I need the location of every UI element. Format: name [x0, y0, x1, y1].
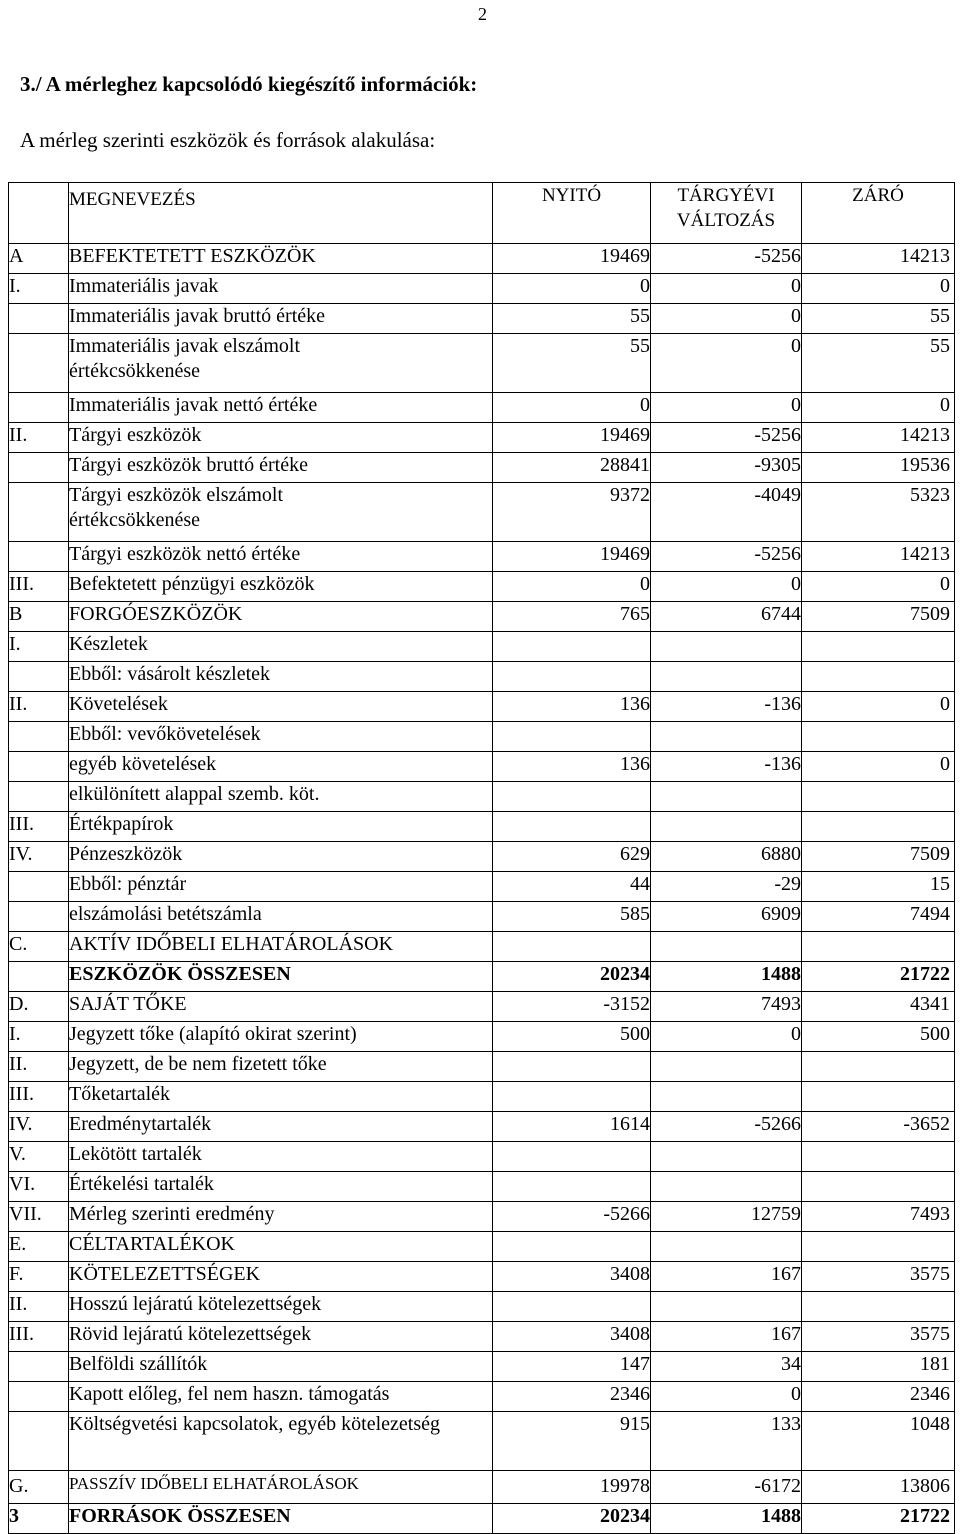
- row-close: 21722: [802, 962, 955, 992]
- table-row: [9, 632, 955, 662]
- row-change: [651, 632, 802, 662]
- row-change: [651, 1052, 802, 1082]
- header-open: NYITÓ: [493, 183, 651, 244]
- row-name: Rövid lejáratú kötelezettségek: [69, 1322, 493, 1352]
- table-row: [9, 1232, 955, 1262]
- row-code: [9, 752, 69, 782]
- row-code: [9, 1412, 69, 1471]
- row-name: Értékpapírok: [69, 812, 493, 842]
- row-change: -29: [651, 872, 802, 902]
- row-code: F.: [9, 1262, 69, 1292]
- row-name: Ebből: vásárolt készletek: [69, 662, 493, 692]
- row-open: [493, 782, 651, 812]
- row-change: [651, 1082, 802, 1112]
- row-code: IV.: [9, 842, 69, 872]
- row-name: Jegyzett tőke (alapító okirat szerint): [69, 1022, 493, 1052]
- row-code: [9, 902, 69, 932]
- row-close: 0: [802, 393, 955, 423]
- table-row: [9, 1504, 955, 1534]
- row-open: 2346: [493, 1382, 651, 1412]
- row-name: elszámolási betétszámla: [69, 902, 493, 932]
- table-row: [9, 962, 955, 992]
- table-header-row: [9, 183, 955, 244]
- row-open: 3408: [493, 1262, 651, 1292]
- row-name: Jegyzett, de be nem fizetett tőke: [69, 1052, 493, 1082]
- row-close: [802, 782, 955, 812]
- table-row: [9, 1172, 955, 1202]
- section-heading: 3./ A mérleghez kapcsolódó kiegészítő információk:: [20, 72, 478, 96]
- row-open: -5266: [493, 1202, 651, 1232]
- table-row: [9, 542, 955, 572]
- table-row: [9, 722, 955, 752]
- row-open: 9372: [493, 483, 651, 542]
- row-name: Követelések: [69, 692, 493, 722]
- row-change: [651, 1172, 802, 1202]
- row-code: [9, 334, 69, 393]
- row-change: 1488: [651, 1504, 802, 1534]
- row-close: 500: [802, 1022, 955, 1052]
- row-code: [9, 542, 69, 572]
- table-row: [9, 483, 955, 542]
- table-row: [9, 992, 955, 1022]
- row-change: 12759: [651, 1202, 802, 1232]
- row-name: Immateriális javak: [69, 274, 493, 304]
- row-change: 34: [651, 1352, 802, 1382]
- table-row: [9, 423, 955, 453]
- table-row: [9, 1352, 955, 1382]
- row-name: Tárgyi eszközök nettó értéke: [69, 542, 493, 572]
- row-code: C.: [9, 932, 69, 962]
- row-name: Készletek: [69, 632, 493, 662]
- row-close: [802, 1232, 955, 1262]
- row-open: 629: [493, 842, 651, 872]
- row-change: -9305: [651, 453, 802, 483]
- row-change: [651, 1232, 802, 1262]
- row-close: -3652: [802, 1112, 955, 1142]
- row-open: 0: [493, 274, 651, 304]
- row-open: 55: [493, 334, 651, 393]
- row-code: III.: [9, 1082, 69, 1112]
- row-code: [9, 393, 69, 423]
- table-row: [9, 334, 955, 393]
- row-open: [493, 812, 651, 842]
- row-name: FORGÓESZKÖZÖK: [69, 602, 493, 632]
- row-close: [802, 1142, 955, 1172]
- row-change: -136: [651, 752, 802, 782]
- table-row: [9, 304, 955, 334]
- row-code: [9, 483, 69, 542]
- row-open: 500: [493, 1022, 651, 1052]
- row-code: [9, 662, 69, 692]
- row-name: AKTÍV IDŐBELI ELHATÁROLÁSOK: [69, 932, 493, 962]
- row-code: I.: [9, 632, 69, 662]
- row-open: 765: [493, 602, 651, 632]
- row-change: 0: [651, 1022, 802, 1052]
- row-change: -5256: [651, 244, 802, 274]
- row-code: [9, 1382, 69, 1412]
- row-close: 4341: [802, 992, 955, 1022]
- row-change: [651, 782, 802, 812]
- row-name: Lekötött tartalék: [69, 1142, 493, 1172]
- row-open: 136: [493, 752, 651, 782]
- table-row: [9, 902, 955, 932]
- row-code: E.: [9, 1232, 69, 1262]
- table-row: [9, 1052, 955, 1082]
- row-name: Ebből: vevőkövetelések: [69, 722, 493, 752]
- row-change: [651, 722, 802, 752]
- row-change: 6880: [651, 842, 802, 872]
- row-change: 167: [651, 1262, 802, 1292]
- row-close: 1048: [802, 1412, 955, 1471]
- balance-sheet-table: [8, 182, 955, 1534]
- table-row: [9, 274, 955, 304]
- row-close: [802, 812, 955, 842]
- table-row: [9, 1112, 955, 1142]
- row-change: 0: [651, 304, 802, 334]
- row-name: Immateriális javak elszámolt értékcsökkenése: [69, 334, 493, 393]
- row-close: [802, 632, 955, 662]
- row-close: [802, 662, 955, 692]
- row-close: 0: [802, 752, 955, 782]
- row-close: 19536: [802, 453, 955, 483]
- row-open: 19469: [493, 423, 651, 453]
- row-change: 0: [651, 274, 802, 304]
- row-code: B: [9, 602, 69, 632]
- row-open: 1614: [493, 1112, 651, 1142]
- row-change: -4049: [651, 483, 802, 542]
- row-name: KÖTELEZETTSÉGEK: [69, 1262, 493, 1292]
- row-change: [651, 1142, 802, 1172]
- table-row: [9, 812, 955, 842]
- row-open: -3152: [493, 992, 651, 1022]
- table-row: [9, 1292, 955, 1322]
- row-open: 19469: [493, 542, 651, 572]
- row-open: [493, 1232, 651, 1262]
- row-change: [651, 932, 802, 962]
- row-change: [651, 812, 802, 842]
- row-close: 7509: [802, 602, 955, 632]
- header-code-cell: [9, 183, 69, 244]
- table-row: [9, 1471, 955, 1504]
- row-code: III.: [9, 1322, 69, 1352]
- row-open: [493, 1292, 651, 1322]
- row-name: Ebből: pénztár: [69, 872, 493, 902]
- row-close: 7493: [802, 1202, 955, 1232]
- row-close: 14213: [802, 423, 955, 453]
- row-open: [493, 1172, 651, 1202]
- row-name: Befektetett pénzügyi eszközök: [69, 572, 493, 602]
- row-name: PASSZÍV IDŐBELI ELHATÁROLÁSOK: [69, 1471, 493, 1504]
- row-open: [493, 722, 651, 752]
- row-name: BEFEKTETETT ESZKÖZÖK: [69, 244, 493, 274]
- row-code: IV.: [9, 1112, 69, 1142]
- row-close: 7494: [802, 902, 955, 932]
- row-change: -136: [651, 692, 802, 722]
- row-change: 0: [651, 334, 802, 393]
- row-name: Kapott előleg, fel nem haszn. támogatás: [69, 1382, 493, 1412]
- row-code: [9, 872, 69, 902]
- row-change: 0: [651, 393, 802, 423]
- row-close: 0: [802, 692, 955, 722]
- row-open: 3408: [493, 1322, 651, 1352]
- table-row: [9, 244, 955, 274]
- row-name: ESZKÖZÖK ÖSSZESEN: [69, 962, 493, 992]
- row-open: 0: [493, 572, 651, 602]
- row-name: FORRÁSOK ÖSSZESEN: [69, 1504, 493, 1534]
- row-change: -6172: [651, 1471, 802, 1504]
- row-close: 0: [802, 572, 955, 602]
- table-row: [9, 1262, 955, 1292]
- row-code: I.: [9, 1022, 69, 1052]
- row-name: elkülönített alappal szemb. köt.: [69, 782, 493, 812]
- row-name: Tárgyi eszközök: [69, 423, 493, 453]
- table-row: [9, 572, 955, 602]
- row-code: D.: [9, 992, 69, 1022]
- row-name: Értékelési tartalék: [69, 1172, 493, 1202]
- table-row: [9, 1202, 955, 1232]
- row-name: Tárgyi eszközök bruttó értéke: [69, 453, 493, 483]
- row-name: Eredménytartalék: [69, 1112, 493, 1142]
- row-code: II.: [9, 692, 69, 722]
- row-change: -5256: [651, 423, 802, 453]
- header-name: MEGNEVEZÉS: [69, 183, 493, 244]
- row-open: 585: [493, 902, 651, 932]
- row-name: Költségvetési kapcsolatok, egyéb kötelezetség: [69, 1412, 493, 1471]
- row-change: [651, 1292, 802, 1322]
- row-close: [802, 1292, 955, 1322]
- row-code: A: [9, 244, 69, 274]
- row-close: 7509: [802, 842, 955, 872]
- row-open: 28841: [493, 453, 651, 483]
- row-close: 5323: [802, 483, 955, 542]
- table-row: [9, 393, 955, 423]
- row-close: 181: [802, 1352, 955, 1382]
- table-row: [9, 782, 955, 812]
- row-open: 20234: [493, 1504, 651, 1534]
- header-change: TÁRGYÉVI VÁLTOZÁS: [651, 183, 802, 244]
- row-name: CÉLTARTALÉKOK: [69, 1232, 493, 1262]
- row-close: 14213: [802, 542, 955, 572]
- row-open: 19978: [493, 1471, 651, 1504]
- row-change: 6744: [651, 602, 802, 632]
- table-row: [9, 453, 955, 483]
- section-subheading: A mérleg szerinti eszközök és források alakulása:: [20, 128, 436, 152]
- row-code: [9, 722, 69, 752]
- row-code: [9, 304, 69, 334]
- table-row: [9, 1322, 955, 1352]
- row-open: 20234: [493, 962, 651, 992]
- row-open: [493, 662, 651, 692]
- table-row: [9, 752, 955, 782]
- row-close: 15: [802, 872, 955, 902]
- row-open: [493, 1142, 651, 1172]
- row-open: [493, 1082, 651, 1112]
- row-close: 55: [802, 304, 955, 334]
- row-change: -5266: [651, 1112, 802, 1142]
- row-code: 3: [9, 1504, 69, 1534]
- row-change: 0: [651, 572, 802, 602]
- row-change: 7493: [651, 992, 802, 1022]
- row-open: 915: [493, 1412, 651, 1471]
- header-close: ZÁRÓ: [802, 183, 955, 244]
- row-code: III.: [9, 812, 69, 842]
- row-open: 44: [493, 872, 651, 902]
- row-code: II.: [9, 423, 69, 453]
- row-close: [802, 722, 955, 752]
- row-change: [651, 662, 802, 692]
- row-close: 2346: [802, 1382, 955, 1412]
- row-close: [802, 932, 955, 962]
- table-row: [9, 1022, 955, 1052]
- row-code: III.: [9, 572, 69, 602]
- row-close: 3575: [802, 1322, 955, 1352]
- row-open: 55: [493, 304, 651, 334]
- row-open: [493, 932, 651, 962]
- table-row: [9, 602, 955, 632]
- row-change: -5256: [651, 542, 802, 572]
- row-code: [9, 782, 69, 812]
- row-close: 21722: [802, 1504, 955, 1534]
- row-code: [9, 1352, 69, 1382]
- row-close: [802, 1052, 955, 1082]
- table-row: [9, 842, 955, 872]
- table-row: [9, 662, 955, 692]
- row-name: Belföldi szállítók: [69, 1352, 493, 1382]
- row-name: Pénzeszközök: [69, 842, 493, 872]
- table-row: [9, 692, 955, 722]
- row-code: VI.: [9, 1172, 69, 1202]
- row-close: [802, 1082, 955, 1112]
- row-close: 13806: [802, 1471, 955, 1504]
- page-number: 2: [478, 4, 487, 24]
- row-code: [9, 962, 69, 992]
- row-change: 133: [651, 1412, 802, 1471]
- row-change: 1488: [651, 962, 802, 992]
- row-open: 136: [493, 692, 651, 722]
- row-close: 3575: [802, 1262, 955, 1292]
- table-row: [9, 872, 955, 902]
- table-row: [9, 932, 955, 962]
- row-open: [493, 1052, 651, 1082]
- row-code: II.: [9, 1052, 69, 1082]
- row-change: 0: [651, 1382, 802, 1412]
- row-open: 0: [493, 393, 651, 423]
- row-open: 19469: [493, 244, 651, 274]
- row-name: Immateriális javak nettó értéke: [69, 393, 493, 423]
- row-close: 14213: [802, 244, 955, 274]
- row-name: Hosszú lejáratú kötelezettségek: [69, 1292, 493, 1322]
- row-code: VII.: [9, 1202, 69, 1232]
- row-open: [493, 632, 651, 662]
- row-name: Mérleg szerinti eredmény: [69, 1202, 493, 1232]
- table-row: [9, 1082, 955, 1112]
- row-name: SAJÁT TŐKE: [69, 992, 493, 1022]
- row-code: II.: [9, 1292, 69, 1322]
- table-row: [9, 1142, 955, 1172]
- row-code: V.: [9, 1142, 69, 1172]
- row-name: Tőketartalék: [69, 1082, 493, 1112]
- row-open: 147: [493, 1352, 651, 1382]
- row-change: 6909: [651, 902, 802, 932]
- row-code: I.: [9, 274, 69, 304]
- row-change: 167: [651, 1322, 802, 1352]
- row-close: 55: [802, 334, 955, 393]
- row-name: Tárgyi eszközök elszámolt értékcsökkenése: [69, 483, 493, 542]
- row-code: G.: [9, 1471, 69, 1504]
- row-code: [9, 453, 69, 483]
- row-close: [802, 1172, 955, 1202]
- table-row: [9, 1412, 955, 1471]
- row-name: egyéb követelések: [69, 752, 493, 782]
- row-name: Immateriális javak bruttó értéke: [69, 304, 493, 334]
- row-close: 0: [802, 274, 955, 304]
- table-row: [9, 1382, 955, 1412]
